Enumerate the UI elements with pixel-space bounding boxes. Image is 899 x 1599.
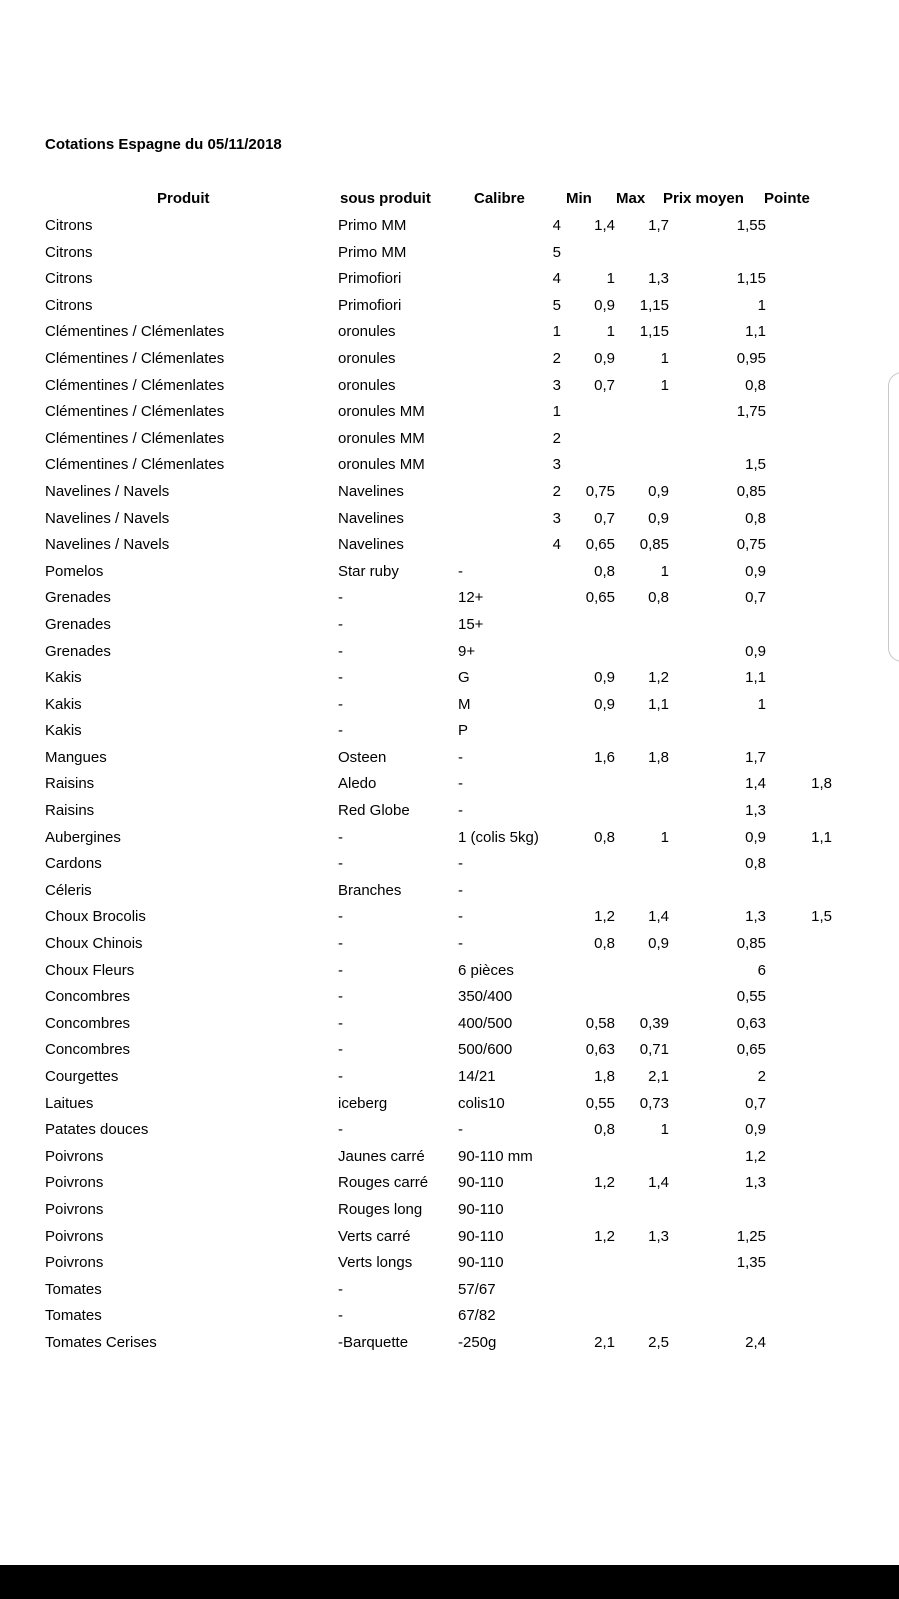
- cell-calibre: 90-110: [458, 1200, 504, 1218]
- cell-min: 1,2: [594, 1174, 615, 1192]
- cell-produit: Citrons: [45, 243, 93, 261]
- cell-sous-produit: Primofiori: [338, 296, 402, 314]
- table-row: [0, 932, 899, 959]
- cell-prix-moyen: 0,95: [736, 349, 766, 367]
- cell-produit: Poivrons: [45, 1200, 104, 1218]
- cell-sous-produit: Primofiori: [338, 270, 402, 288]
- cell-sous-produit: Red Globe: [338, 802, 410, 820]
- cell-max: 1: [660, 562, 669, 580]
- cell-produit: Aubergines: [45, 828, 121, 846]
- cell-min: 0,9: [594, 669, 615, 687]
- table-row: [0, 879, 899, 906]
- table-row: [0, 453, 899, 480]
- cell-produit: Clémentines / Clémenlates: [45, 376, 225, 394]
- cell-prix-moyen: 0,9: [745, 562, 766, 580]
- cell-min: 0,7: [594, 376, 615, 394]
- cell-produit: Patates douces: [45, 1121, 149, 1139]
- cell-max: 2,1: [648, 1068, 669, 1085]
- cell-sous-produit: oronules: [338, 349, 396, 367]
- system-navigation-bar: [0, 1565, 899, 1599]
- table-row: [0, 1118, 899, 1145]
- cell-calibre: -: [458, 855, 463, 873]
- cell-produit: Concombres: [45, 1041, 131, 1059]
- cell-produit: Kakis: [45, 669, 82, 687]
- cell-sous-produit: oronules: [338, 323, 396, 341]
- table-row: [0, 1304, 899, 1331]
- cell-sous-produit: -: [338, 1307, 343, 1325]
- cell-produit: Cardons: [45, 855, 102, 873]
- cell-sous-produit: oronules: [338, 376, 396, 394]
- cell-sous-produit: oronules MM: [338, 456, 425, 474]
- table-row: [0, 241, 899, 268]
- cell-min: 1: [606, 270, 615, 288]
- table-row: [0, 1198, 899, 1225]
- cell-prix-moyen: 1,7: [745, 748, 766, 766]
- cell-sous-produit: -: [338, 642, 343, 660]
- cell-calibre: 3: [552, 509, 561, 527]
- cell-sous-produit: Jaunes carré: [338, 1147, 425, 1165]
- cell-calibre: 6 pièces: [458, 961, 514, 979]
- cell-min: 0,8: [594, 935, 615, 953]
- cell-produit: Choux Brocolis: [45, 908, 146, 926]
- cell-calibre: 15+: [458, 615, 484, 633]
- table-row: [0, 374, 899, 401]
- cell-produit: Pomelos: [45, 562, 104, 580]
- cell-max: 1,3: [648, 1227, 669, 1245]
- cell-sous-produit: Primo MM: [338, 243, 407, 261]
- table-row: [0, 772, 899, 799]
- cell-produit: Concombres: [45, 1014, 131, 1032]
- table-row: [0, 719, 899, 746]
- cell-calibre: 12+: [458, 589, 484, 607]
- scroll-handle[interactable]: [888, 372, 899, 662]
- cell-produit: Raisins: [45, 775, 95, 793]
- cell-produit: Clémentines / Clémenlates: [45, 429, 225, 447]
- table-row: [0, 1331, 899, 1358]
- cell-produit: Navelines / Navels: [45, 509, 170, 527]
- cell-calibre: -: [458, 748, 463, 766]
- cell-calibre: 3: [552, 456, 561, 474]
- cell-sous-produit: Branches: [338, 881, 402, 899]
- cell-prix-moyen: 0,63: [736, 1014, 766, 1032]
- table-row: [0, 852, 899, 879]
- cell-max: 1: [660, 376, 669, 394]
- cell-min: 0,9: [594, 296, 615, 314]
- table-row: [0, 267, 899, 294]
- cell-sous-produit: -: [338, 1041, 343, 1059]
- cell-produit: Céleris: [45, 881, 92, 899]
- cell-min: 0,55: [585, 1094, 615, 1112]
- cell-prix-moyen: 1,3: [745, 908, 766, 926]
- table-row: [0, 1171, 899, 1198]
- cell-calibre: -250g: [458, 1333, 497, 1351]
- cell-sous-produit: Navelines: [338, 536, 404, 554]
- cell-sous-produit: Verts longs: [338, 1254, 413, 1272]
- cell-sous-produit: Aledo: [338, 775, 377, 793]
- cell-min: 1,2: [594, 908, 615, 926]
- table-row: [0, 1038, 899, 1065]
- cell-sous-produit: oronules MM: [338, 403, 425, 421]
- cell-sous-produit: Navelines: [338, 509, 404, 527]
- cell-max: 1,1: [648, 695, 669, 713]
- cell-max: 1,7: [648, 217, 669, 234]
- cell-produit: Choux Fleurs: [45, 961, 135, 979]
- cell-prix-moyen: 1,75: [736, 403, 766, 421]
- cell-calibre: colis10: [458, 1094, 505, 1112]
- cell-min: 0,9: [594, 349, 615, 367]
- cell-min: 0,8: [594, 1121, 615, 1139]
- table-row: [0, 347, 899, 374]
- table-row: [0, 959, 899, 986]
- cell-sous-produit: -: [338, 589, 343, 607]
- header-min: Min: [566, 190, 592, 207]
- cell-produit: Navelines / Navels: [45, 482, 170, 500]
- cell-min: 0,65: [585, 536, 615, 554]
- cell-sous-produit: -: [338, 615, 343, 633]
- cell-min: 0,8: [594, 828, 615, 846]
- table-row: [0, 586, 899, 613]
- cell-calibre: 3: [552, 376, 561, 394]
- table-row: [0, 985, 899, 1012]
- cell-sous-produit: -: [338, 988, 343, 1006]
- cell-produit: Mangues: [45, 748, 107, 766]
- cell-max: 0,9: [648, 509, 669, 527]
- cell-prix-moyen: 0,85: [736, 482, 766, 500]
- table-row: [0, 799, 899, 826]
- cell-min: 0,58: [585, 1014, 615, 1032]
- cell-calibre: 2: [552, 482, 561, 500]
- cell-max: 1,15: [639, 296, 669, 314]
- cell-produit: Concombres: [45, 988, 131, 1006]
- cell-calibre: 1 (colis 5kg): [458, 828, 539, 846]
- cell-calibre: 4: [552, 217, 561, 234]
- cell-produit: Tomates: [45, 1280, 102, 1298]
- table-row: [0, 1145, 899, 1172]
- table-row: [0, 1065, 899, 1092]
- cell-min: 0,7: [594, 509, 615, 527]
- cell-prix-moyen: 1,4: [745, 775, 766, 793]
- cell-sous-produit: Rouges long: [338, 1200, 423, 1218]
- cell-produit: Grenades: [45, 589, 111, 607]
- cell-produit: Grenades: [45, 642, 111, 660]
- cell-produit: Citrons: [45, 217, 93, 234]
- document-title: Cotations Espagne du 05/11/2018: [45, 136, 282, 153]
- cell-sous-produit: Rouges carré: [338, 1174, 429, 1192]
- cell-calibre: 90-110 mm: [458, 1147, 533, 1165]
- cell-calibre: 4: [552, 270, 561, 288]
- cell-calibre: 9+: [458, 642, 476, 660]
- cell-min: 1,2: [594, 1227, 615, 1245]
- cell-calibre: 67/82: [458, 1307, 496, 1325]
- cell-sous-produit: oronules MM: [338, 429, 425, 447]
- cell-sous-produit: iceberg: [338, 1094, 388, 1112]
- cell-produit: Clémentines / Clémenlates: [45, 456, 225, 474]
- cell-min: 0,8: [594, 562, 615, 580]
- cell-calibre: 5: [552, 243, 561, 261]
- cell-calibre: 90-110: [458, 1174, 504, 1192]
- cell-prix-moyen: 0,9: [745, 828, 766, 846]
- cell-sous-produit: -: [338, 935, 343, 953]
- cell-max: 0,73: [639, 1094, 669, 1112]
- cell-prix-moyen: 1,1: [745, 323, 766, 341]
- cell-prix-moyen: 0,7: [745, 589, 766, 607]
- cell-max: 1,15: [639, 323, 669, 341]
- cell-sous-produit: -: [338, 1014, 343, 1032]
- cell-prix-moyen: 1,15: [736, 270, 766, 288]
- table-row: [0, 320, 899, 347]
- table-row: [0, 1012, 899, 1039]
- cell-max: 0,8: [648, 589, 669, 607]
- cell-max: 2,5: [648, 1333, 669, 1351]
- cell-prix-moyen: 1,5: [745, 456, 766, 474]
- table-row: [0, 1251, 899, 1278]
- cell-produit: Clémentines / Clémenlates: [45, 349, 225, 367]
- cell-prix-moyen: 1,35: [736, 1254, 766, 1272]
- cell-sous-produit: -: [338, 828, 343, 846]
- cell-prix-moyen: 0,65: [736, 1041, 766, 1059]
- table-row: [0, 294, 899, 321]
- table-row: [0, 746, 899, 773]
- table-row: [0, 480, 899, 507]
- cell-produit: Choux Chinois: [45, 935, 143, 953]
- cell-prix-moyen: 1,2: [745, 1147, 766, 1165]
- cell-sous-produit: -: [338, 722, 343, 740]
- cell-sous-produit: -: [338, 908, 343, 926]
- cell-max: 1: [660, 1121, 669, 1139]
- cell-calibre: 2: [552, 429, 561, 447]
- cell-sous-produit: -: [338, 961, 343, 979]
- table-row: [0, 1092, 899, 1119]
- cell-produit: Clémentines / Clémenlates: [45, 323, 225, 341]
- table-row: [0, 666, 899, 693]
- cell-calibre: P: [458, 722, 469, 740]
- cell-sous-produit: Primo MM: [338, 217, 407, 234]
- cell-pointe: 1,5: [811, 908, 832, 926]
- cell-prix-moyen: 1,1: [745, 669, 766, 687]
- cell-max: 1,4: [648, 1174, 669, 1192]
- cell-sous-produit: -: [338, 669, 343, 687]
- cell-min: 0,63: [585, 1041, 615, 1059]
- cell-prix-moyen: 2: [757, 1068, 766, 1085]
- header-pointe: Pointe: [764, 190, 810, 207]
- cell-sous-produit: Verts carré: [338, 1227, 411, 1245]
- cell-prix-moyen: 1: [757, 296, 766, 314]
- cell-produit: Citrons: [45, 296, 93, 314]
- header-max: Max: [616, 190, 646, 207]
- cell-calibre: 57/67: [458, 1280, 496, 1298]
- table-row: [0, 905, 899, 932]
- cell-calibre: -: [458, 802, 463, 820]
- cell-calibre: -: [458, 562, 463, 580]
- table-row: [0, 507, 899, 534]
- cell-max: 0,39: [639, 1014, 669, 1032]
- cell-max: 1: [660, 349, 669, 367]
- cell-produit: Kakis: [45, 722, 82, 740]
- cell-sous-produit: Star ruby: [338, 562, 399, 580]
- cell-calibre: 5: [552, 296, 561, 314]
- cell-min: 1: [606, 323, 615, 341]
- cell-calibre: 400/500: [458, 1014, 513, 1032]
- cell-sous-produit: -: [338, 1121, 343, 1139]
- table-row: [0, 214, 899, 241]
- cell-calibre: 14/21: [458, 1068, 496, 1085]
- table-row: [0, 613, 899, 640]
- cell-produit: Grenades: [45, 615, 111, 633]
- cell-prix-moyen: 0,75: [736, 536, 766, 554]
- table-row: [0, 826, 899, 853]
- table-row: [0, 640, 899, 667]
- header-sous-produit: sous produit: [340, 190, 431, 207]
- table-row: [0, 560, 899, 587]
- cell-max: 0,9: [648, 482, 669, 500]
- cell-calibre: 1: [552, 403, 561, 421]
- cell-max: 1: [660, 828, 669, 846]
- cell-prix-moyen: 1: [757, 695, 766, 713]
- header-produit: Produit: [157, 190, 210, 207]
- cell-pointe: 1,1: [811, 828, 832, 846]
- cell-max: 1,4: [648, 908, 669, 926]
- cell-prix-moyen: 0,55: [736, 988, 766, 1006]
- cell-calibre: 90-110: [458, 1227, 504, 1245]
- cell-pointe: 1,8: [811, 775, 832, 793]
- table-row: [0, 533, 899, 560]
- cell-produit: Tomates Cerises: [45, 1333, 157, 1351]
- cell-prix-moyen: 0,85: [736, 935, 766, 953]
- table-row: [0, 1225, 899, 1252]
- table-row: [0, 1278, 899, 1305]
- cell-produit: Kakis: [45, 695, 82, 713]
- cell-calibre: -: [458, 935, 463, 953]
- cell-produit: Navelines / Navels: [45, 536, 170, 554]
- cell-max: 1,2: [648, 669, 669, 687]
- cell-prix-moyen: 0,9: [745, 1121, 766, 1139]
- cell-calibre: 1: [552, 323, 561, 341]
- cell-sous-produit: Osteen: [338, 748, 387, 766]
- cell-produit: Poivrons: [45, 1227, 104, 1245]
- cell-min: 0,9: [594, 695, 615, 713]
- cell-prix-moyen: 0,9: [745, 642, 766, 660]
- table-row: [0, 693, 899, 720]
- cell-min: 2,1: [594, 1333, 615, 1351]
- cell-max: 0,71: [639, 1041, 669, 1059]
- cell-sous-produit: -: [338, 855, 343, 873]
- cell-calibre: -: [458, 881, 463, 899]
- cell-max: 0,9: [648, 935, 669, 953]
- cell-prix-moyen: 0,8: [745, 509, 766, 527]
- header-prix-moyen: Prix moyen: [663, 190, 744, 207]
- cell-calibre: 2: [552, 349, 561, 367]
- table-row: [0, 427, 899, 454]
- cell-sous-produit: -: [338, 695, 343, 713]
- cell-calibre: -: [458, 1121, 463, 1139]
- table-row: [0, 400, 899, 427]
- cell-max: 1,3: [648, 270, 669, 288]
- cell-calibre: G: [458, 669, 470, 687]
- cell-sous-produit: -: [338, 1280, 343, 1298]
- cell-min: 1,6: [594, 748, 615, 766]
- cell-prix-moyen: 0,8: [745, 855, 766, 873]
- cell-min: 1,8: [594, 1068, 615, 1085]
- cell-sous-produit: -: [338, 1068, 343, 1085]
- cell-calibre: 4: [552, 536, 561, 554]
- cell-calibre: -: [458, 775, 463, 793]
- cell-sous-produit: Navelines: [338, 482, 404, 500]
- cell-max: 1,8: [648, 748, 669, 766]
- cell-prix-moyen: 2,4: [745, 1333, 766, 1351]
- table-header: [0, 188, 899, 214]
- header-calibre: Calibre: [474, 190, 525, 207]
- cell-produit: Laitues: [45, 1094, 94, 1112]
- cell-produit: Tomates: [45, 1307, 102, 1325]
- cell-calibre: 500/600: [458, 1041, 513, 1059]
- cell-produit: Citrons: [45, 270, 93, 288]
- cell-sous-produit: -Barquette: [338, 1333, 409, 1351]
- cell-prix-moyen: 1,3: [745, 802, 766, 820]
- cell-produit: Clémentines / Clémenlates: [45, 403, 225, 421]
- cell-produit: Raisins: [45, 802, 95, 820]
- cell-prix-moyen: 1,55: [736, 217, 766, 234]
- cell-prix-moyen: 6: [757, 961, 766, 979]
- cell-produit: Poivrons: [45, 1147, 104, 1165]
- cell-produit: Courgettes: [45, 1068, 119, 1085]
- cell-min: 1,4: [594, 217, 615, 234]
- cell-calibre: M: [458, 695, 471, 713]
- cell-prix-moyen: 0,8: [745, 376, 766, 394]
- cell-calibre: -: [458, 908, 463, 926]
- table-body: [0, 214, 899, 1358]
- cell-max: 0,85: [639, 536, 669, 554]
- cell-calibre: 90-110: [458, 1254, 504, 1272]
- cell-prix-moyen: 1,3: [745, 1174, 766, 1192]
- cell-produit: Poivrons: [45, 1254, 104, 1272]
- cell-calibre: 350/400: [458, 988, 513, 1006]
- cell-min: 0,75: [585, 482, 615, 500]
- cell-min: 0,65: [585, 589, 615, 607]
- cell-prix-moyen: 1,25: [736, 1227, 766, 1245]
- cell-prix-moyen: 0,7: [745, 1094, 766, 1112]
- cell-produit: Poivrons: [45, 1174, 104, 1192]
